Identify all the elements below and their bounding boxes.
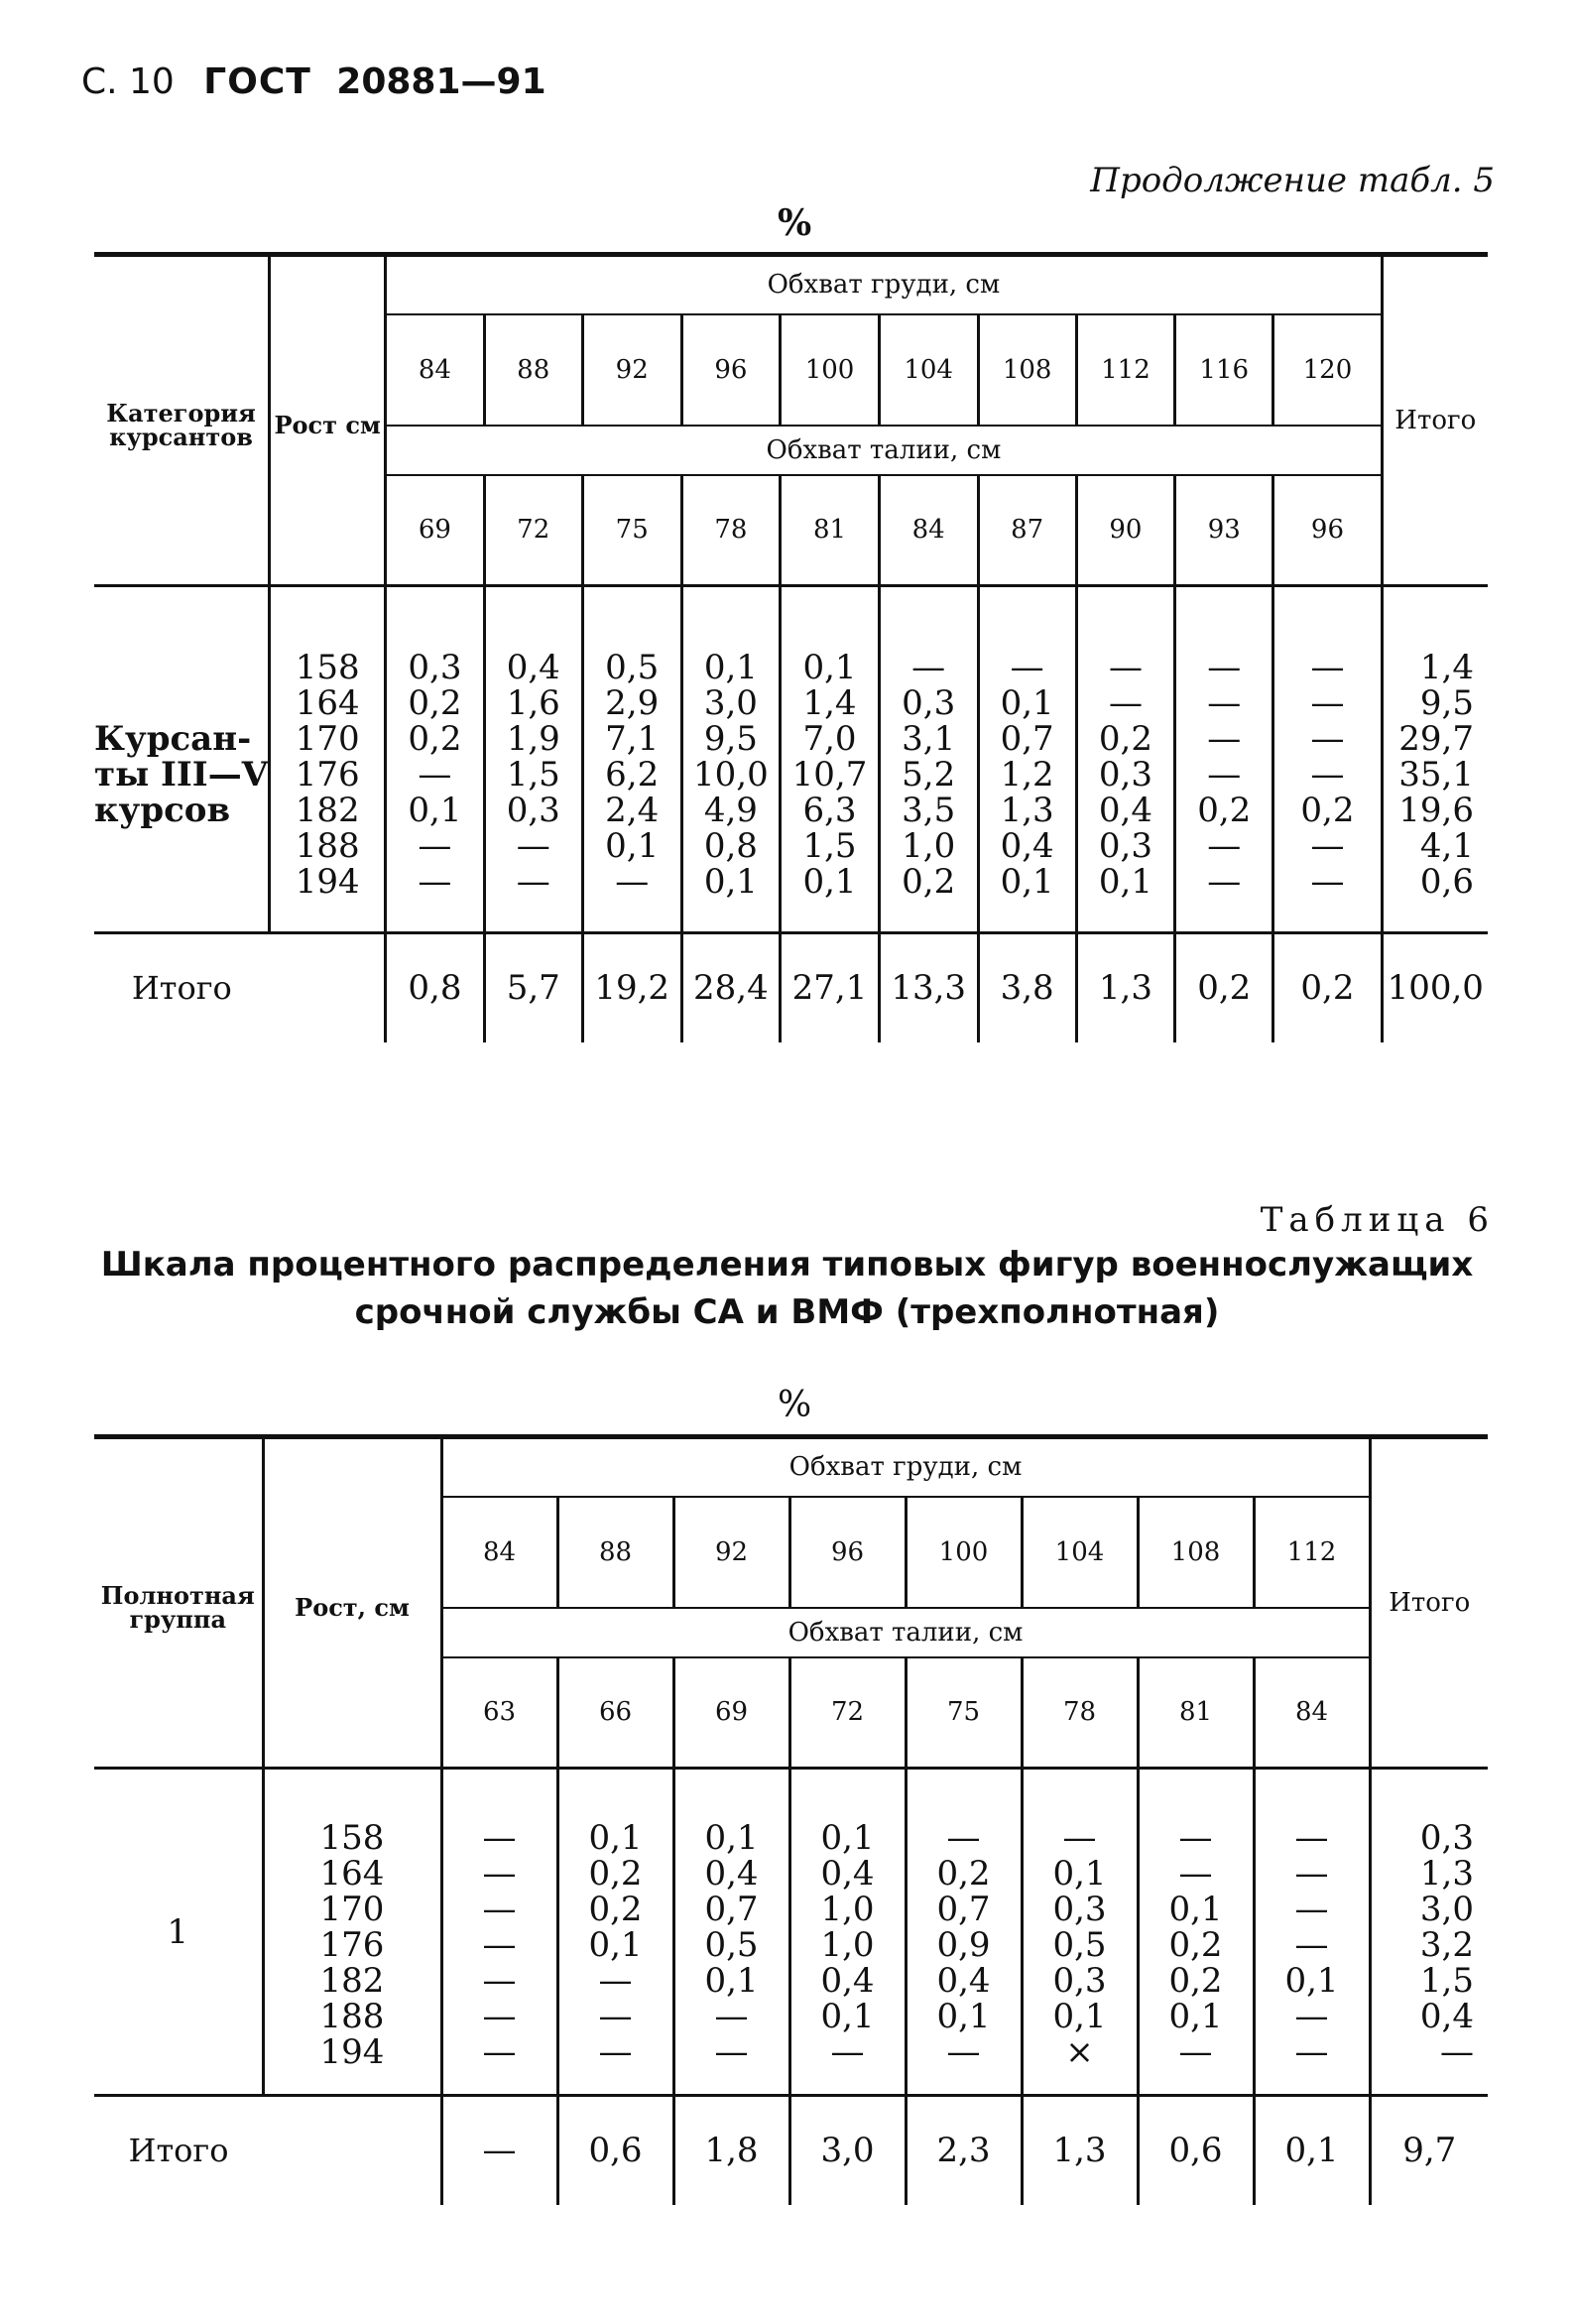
t6-total-6: 0,6 xyxy=(1138,2096,1254,2205)
t6-waist-3: 72 xyxy=(789,1657,906,1769)
t6-chest-4: 100 xyxy=(906,1497,1022,1608)
t5-waist-7: 90 xyxy=(1076,475,1174,586)
standard-code: 20881—91 xyxy=(336,61,546,102)
table5-category: Курсан- ты III—V курсов xyxy=(94,718,269,830)
table6-heights: 158 164 170 176 182 188 194 xyxy=(263,1769,441,2096)
table6-title-line2: срочной службы СА и ВМФ (трехполнотная) xyxy=(354,1292,1220,1332)
t5-waist-5: 84 xyxy=(879,475,978,586)
t6-total-2: 1,8 xyxy=(673,2096,789,2205)
t6-chest-2: 92 xyxy=(673,1497,789,1608)
t5-chest-0: 84 xyxy=(386,314,484,426)
table5-totals-label: Итого xyxy=(131,969,232,1008)
table6-group-header: Полнотная группа xyxy=(94,1437,263,1769)
table6-title-line1: Шкала процентного распределения типовых фигур военнослужащих xyxy=(100,1245,1474,1284)
t5-total-2: 19,2 xyxy=(582,933,681,1042)
table6-total-header: Итого xyxy=(1370,1437,1488,1769)
table6 xyxy=(94,1434,1488,2205)
t6-col-7: — — — — 0,1 — — xyxy=(1254,1769,1370,2096)
t5-chest-1: 88 xyxy=(484,314,582,426)
t6-grand-total: 9,7 xyxy=(1370,2096,1488,2205)
standard-name: ГОСТ xyxy=(203,61,311,102)
t6-waist-1: 66 xyxy=(557,1657,673,1769)
t6-waist-7: 84 xyxy=(1254,1657,1370,1769)
t5-total-9: 0,2 xyxy=(1273,933,1382,1042)
t5-total-6: 3,8 xyxy=(978,933,1076,1042)
table6-unit: % xyxy=(778,1385,812,1425)
t6-waist-4: 75 xyxy=(906,1657,1022,1769)
t5-col-7: — — 0,2 0,3 0,4 0,3 0,1 xyxy=(1076,586,1174,933)
t5-total-8: 0,2 xyxy=(1175,933,1273,1042)
t5-total-4: 27,1 xyxy=(781,933,880,1042)
t5-waist-0: 69 xyxy=(386,475,484,586)
t6-total-4: 2,3 xyxy=(906,2096,1022,2205)
table5-unit: % xyxy=(778,202,812,244)
t5-waist-1: 72 xyxy=(484,475,582,586)
table6-label: Таблица 6 xyxy=(1260,1200,1495,1240)
t6-waist-2: 69 xyxy=(673,1657,789,1769)
t6-col-2: 0,1 0,4 0,7 0,5 0,1 — — xyxy=(673,1769,789,2096)
t6-row-totals: 0,3 1,3 3,0 3,2 1,5 0,4 — xyxy=(1370,1769,1488,2096)
t6-col-4: — 0,2 0,7 0,9 0,4 0,1 — xyxy=(906,1769,1022,2096)
t5-chest-5: 104 xyxy=(879,314,978,426)
page-number: С. 10 xyxy=(81,61,175,102)
t5-chest-3: 96 xyxy=(681,314,781,426)
t5-waist-4: 81 xyxy=(781,475,880,586)
t6-col-0: — — — — — — — xyxy=(441,1769,557,2096)
t5-waist-3: 78 xyxy=(681,475,781,586)
table6-waist-header: Обхват талии, см xyxy=(441,1608,1370,1657)
t6-col-5: — 0,1 0,3 0,5 0,3 0,1 × xyxy=(1022,1769,1138,2096)
t5-total-0: 0,8 xyxy=(386,933,484,1042)
table6-chest-header: Обхват груди, см xyxy=(441,1437,1370,1497)
t6-chest-7: 112 xyxy=(1254,1497,1370,1608)
t5-col-8: — — — — 0,2 — — xyxy=(1175,586,1273,933)
t5-col-5: — 0,3 3,1 5,2 3,5 1,0 0,2 xyxy=(879,586,978,933)
t5-waist-8: 93 xyxy=(1175,475,1273,586)
t5-total-7: 1,3 xyxy=(1076,933,1174,1042)
t5-col-1: 0,4 1,6 1,9 1,5 0,3 — — xyxy=(484,586,582,933)
t6-col-1: 0,1 0,2 0,2 0,1 — — — xyxy=(557,1769,673,2096)
t5-total-3: 28,4 xyxy=(681,933,781,1042)
t6-total-3: 3,0 xyxy=(789,2096,906,2205)
t6-col-3: 0,1 0,4 1,0 1,0 0,4 0,1 — xyxy=(789,1769,906,2096)
t5-chest-7: 112 xyxy=(1076,314,1174,426)
t5-col-6: — 0,1 0,7 1,2 1,3 0,4 0,1 xyxy=(978,586,1076,933)
table5-continuation-caption: Продолжение табл. 5 xyxy=(1090,161,1495,200)
table5-category-header: Категория курсантов xyxy=(94,255,270,586)
t6-waist-0: 63 xyxy=(441,1657,557,1769)
t5-col-9: — — — — 0,2 — — xyxy=(1273,586,1382,933)
table5-waist-header: Обхват талии, см xyxy=(386,426,1382,475)
t6-waist-6: 81 xyxy=(1138,1657,1254,1769)
t5-waist-9: 96 xyxy=(1273,475,1382,586)
t5-grand-total: 100,0 xyxy=(1382,933,1488,1042)
t5-chest-6: 108 xyxy=(978,314,1076,426)
t5-row-totals: 1,4 9,5 29,7 35,1 19,6 4,1 0,6 xyxy=(1382,586,1488,933)
t6-col-6: — — 0,1 0,2 0,2 0,1 — xyxy=(1138,1769,1254,2096)
t6-chest-3: 96 xyxy=(789,1497,906,1608)
t5-total-5: 13,3 xyxy=(879,933,978,1042)
table5 xyxy=(94,252,1488,1042)
t5-total-1: 5,7 xyxy=(484,933,582,1042)
t5-chest-4: 100 xyxy=(781,314,880,426)
table5-total-header: Итого xyxy=(1382,255,1488,586)
t5-chest-8: 116 xyxy=(1175,314,1273,426)
t5-waist-6: 87 xyxy=(978,475,1076,586)
t6-chest-0: 84 xyxy=(441,1497,557,1608)
t6-total-1: 0,6 xyxy=(557,2096,673,2205)
t6-chest-5: 104 xyxy=(1022,1497,1138,1608)
t5-col-4: 0,1 1,4 7,0 10,7 6,3 1,5 0,1 xyxy=(781,586,880,933)
t6-chest-1: 88 xyxy=(557,1497,673,1608)
table5-chest-header: Обхват груди, см xyxy=(386,255,1382,314)
t5-chest-2: 92 xyxy=(582,314,681,426)
t6-total-7: 0,1 xyxy=(1254,2096,1370,2205)
table6-height-header: Рост, см xyxy=(263,1437,441,1769)
t6-waist-5: 78 xyxy=(1022,1657,1138,1769)
t5-col-3: 0,1 3,0 9,5 10,0 4,9 0,8 0,1 xyxy=(681,586,781,933)
t5-col-0: 0,3 0,2 0,2 — 0,1 — — xyxy=(386,586,484,933)
table6-group: 1 xyxy=(167,1911,189,1952)
t5-chest-9: 120 xyxy=(1273,314,1382,426)
table5-height-header: Рост см xyxy=(270,255,386,586)
table6-totals-label: Итого xyxy=(128,2132,229,2170)
t6-chest-6: 108 xyxy=(1138,1497,1254,1608)
t6-total-0: — xyxy=(441,2096,557,2205)
table5-heights: 158 164 170 176 182 188 194 xyxy=(270,586,386,933)
t5-col-2: 0,5 2,9 7,1 6,2 2,4 0,1 — xyxy=(582,586,681,933)
page-header xyxy=(81,61,546,102)
t5-waist-2: 75 xyxy=(582,475,681,586)
t6-total-5: 1,3 xyxy=(1022,2096,1138,2205)
